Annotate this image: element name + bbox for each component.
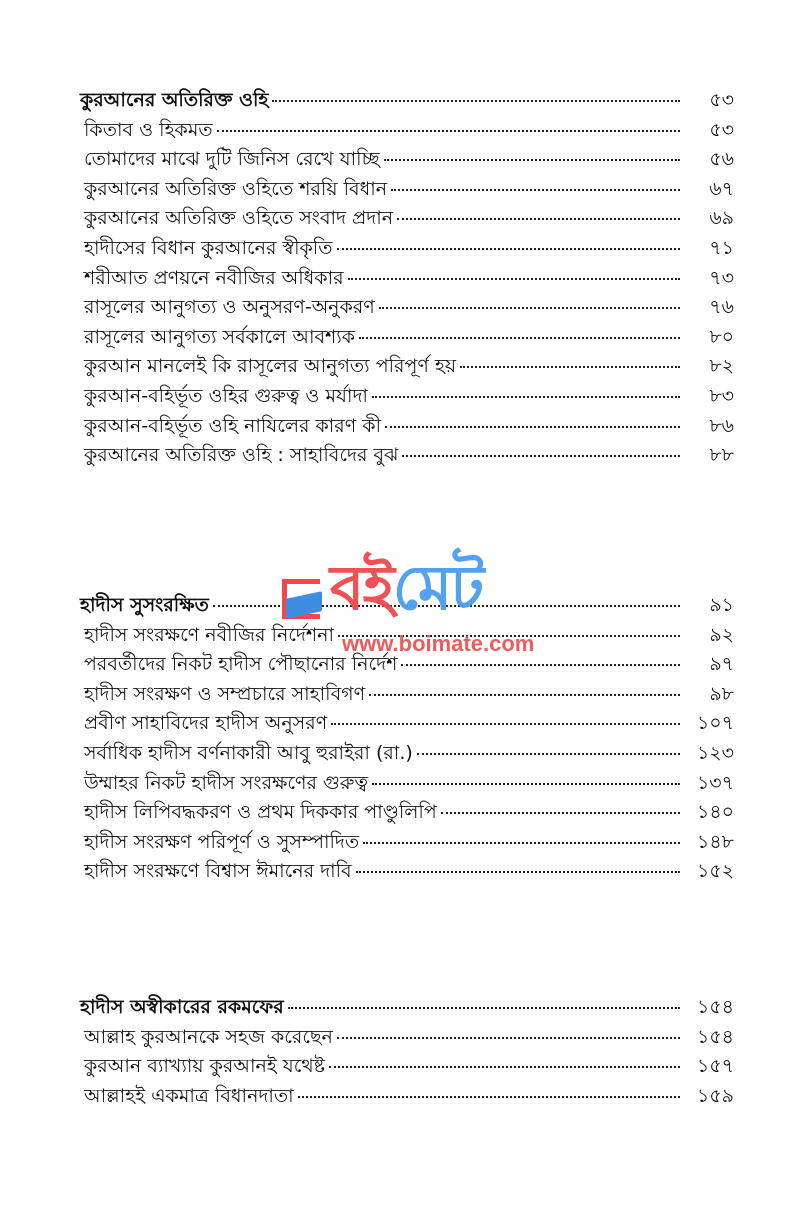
page-number: ১৫৪ [697, 1025, 734, 1048]
toc-entry-title: হাদীস লিপিবদ্ধকরণ ও প্রথম দিককার পাণ্ডুলিপি [84, 801, 437, 824]
toc-entry-title: হাদীস সংরক্ষণ ও সম্প্রচারে সাহাবিগণ [84, 682, 366, 705]
watermark-url: www.boimate.com [342, 631, 535, 656]
page-number: ৭১ [709, 236, 734, 259]
page-number: ৬৯ [709, 207, 734, 230]
dot-leader [338, 613, 680, 637]
toc-entry [80, 437, 734, 467]
toc-entry-title: প্রবীণ সাহাবিদের হাদীস অনুসরণ [84, 712, 328, 735]
page-number: ১৪০ [696, 801, 734, 824]
page-number: ৭৬ [709, 296, 734, 319]
toc-heading-title: হাদীস অস্বীকারের রকমফের [80, 996, 284, 1018]
dot-leader [356, 849, 680, 873]
toc-entry-title: কিতাব ও হিকমত [84, 118, 213, 141]
dot-leader [402, 433, 680, 457]
page-number: ৭৩ [709, 266, 734, 289]
toc-entry-title: আল্লাহ কুরআনকে সহজ করেছেন [84, 1025, 333, 1048]
toc-entry-title: তোমাদের মাঝে দুটি জিনিস রেখে যাচ্ছি [84, 148, 380, 171]
dot-leader [384, 137, 680, 161]
dot-leader [385, 404, 680, 428]
toc-section-1 [80, 82, 734, 467]
page-number: ৮৩ [709, 384, 734, 407]
toc-section-3 [80, 989, 734, 1107]
watermark-logo-red: বই [330, 551, 393, 624]
page-number: ৬৭ [709, 177, 734, 200]
dot-leader [363, 820, 680, 844]
dot-leader [288, 985, 680, 1009]
page-number: ৫৩ [709, 118, 734, 141]
page-number: ১২৩ [696, 741, 734, 764]
toc-entry-title: হাদীসের বিধান কুরআনের স্বীকৃতি [84, 236, 333, 259]
dot-leader [441, 790, 680, 814]
dot-leader [401, 642, 680, 666]
dot-leader [379, 285, 680, 309]
page-number: ৮৮ [709, 444, 734, 467]
toc-entry-title: পরবর্তীদের নিকট হাদীস পৌছানোর নির্দেশ [84, 653, 398, 676]
toc-entry-title: হাদীস সংরক্ষণ পরিপূর্ণ ও সুসম্পাদিত [84, 830, 360, 853]
dot-leader [213, 583, 680, 607]
toc-entry-title: সর্বাধিক হাদীস বর্ণনাকারী আবু হুরাইরা (রা.) [84, 741, 413, 764]
toc-entry-title: উম্মাহর নিকট হাদীস সংরক্ষণের গুরুত্ব [84, 771, 368, 794]
page-number: ১৫৪ [697, 996, 734, 1018]
dot-leader [329, 1044, 680, 1068]
dot-leader [348, 256, 680, 280]
toc-heading-title: হাদীস সুসংরক্ষিত [80, 594, 209, 616]
page-number: ১৫৯ [697, 1084, 734, 1107]
dot-leader [272, 78, 680, 102]
page-number: ৫৩ [709, 89, 734, 111]
toc-entry-title: হাদীস সংরক্ষণে বিশ্বাস ঈমানের দাবি [84, 860, 352, 883]
toc-entry [80, 853, 734, 883]
toc-entry-title: কুরআনের অতিরিক্ত ওহি : সাহাবিদের বুঝ [84, 444, 399, 467]
toc-heading-title: কুরআনের অতিরিক্ত ওহি [80, 89, 269, 111]
toc-entry-title: কুরআনের অতিরিক্ত ওহিতে সংবাদ প্রদান [84, 207, 394, 230]
page-number: ৯৭ [709, 653, 734, 676]
dot-leader [337, 226, 681, 250]
watermark-logo-blue: মেট [392, 551, 483, 624]
page-number: ১০৭ [696, 712, 734, 735]
page-number: ১৪৮ [697, 830, 734, 853]
dot-leader [298, 1074, 680, 1098]
toc-entry-title: শরীআত প্রণয়নে নবীজির অধিকার [84, 266, 344, 289]
toc-entry-title: কুরআন-বহির্ভূত ওহি নাযিলের কারণ কী [84, 414, 382, 437]
page-number: ১৩৭ [696, 771, 734, 794]
page-number: ১৫৭ [696, 1055, 734, 1078]
dot-leader [460, 344, 680, 368]
toc-entry-title: কুরআনের অতিরিক্ত ওহিতে শরয়ি বিধান [84, 177, 388, 200]
page-number: ৯৮ [709, 682, 734, 705]
page-number: ৮৬ [709, 414, 734, 437]
dot-leader [372, 374, 680, 398]
toc-entry-title: কুরআন-বহির্ভূত ওহির গুরুত্ব ও মর্যাদা [84, 384, 368, 407]
toc-entry [80, 1078, 734, 1108]
dot-leader [391, 167, 680, 191]
dot-leader [217, 108, 680, 132]
page-number: ৫৬ [709, 148, 734, 171]
toc-section-2 [80, 587, 734, 883]
page-number: ৯১ [709, 594, 734, 616]
dot-leader [331, 701, 680, 725]
dot-leader [417, 731, 680, 755]
toc-entry-title: কুরআন মানলেই কি রাসূলের আনুগত্য পরিপূর্ণ হয় [84, 355, 457, 378]
toc-entry-title: আল্লাহই একমাত্র বিধানদাতা [84, 1084, 294, 1107]
dot-leader [369, 672, 680, 696]
toc-entry-title: রাসূলের আনুগত্য সর্বকালে আবশ্যক [84, 325, 356, 348]
dot-leader [372, 761, 680, 785]
page-number: ৮০ [709, 325, 734, 348]
toc-entry-title: হাদীস সংরক্ষণে নবীজির নির্দেশনা [84, 623, 334, 646]
dot-leader [397, 196, 680, 220]
page-number: ১৫২ [696, 860, 734, 883]
dot-leader [359, 315, 680, 339]
toc-entry-title: রাসূলের আনুগত্য ও অনুসরণ-অনুকরণ [84, 296, 375, 319]
toc-entry-title: কুরআন ব্যাখ্যায় কুরআনই যথেষ্ট [84, 1055, 326, 1078]
page-number: ৮২ [709, 355, 734, 378]
page-number: ৯২ [709, 623, 734, 646]
dot-leader [337, 1015, 680, 1039]
